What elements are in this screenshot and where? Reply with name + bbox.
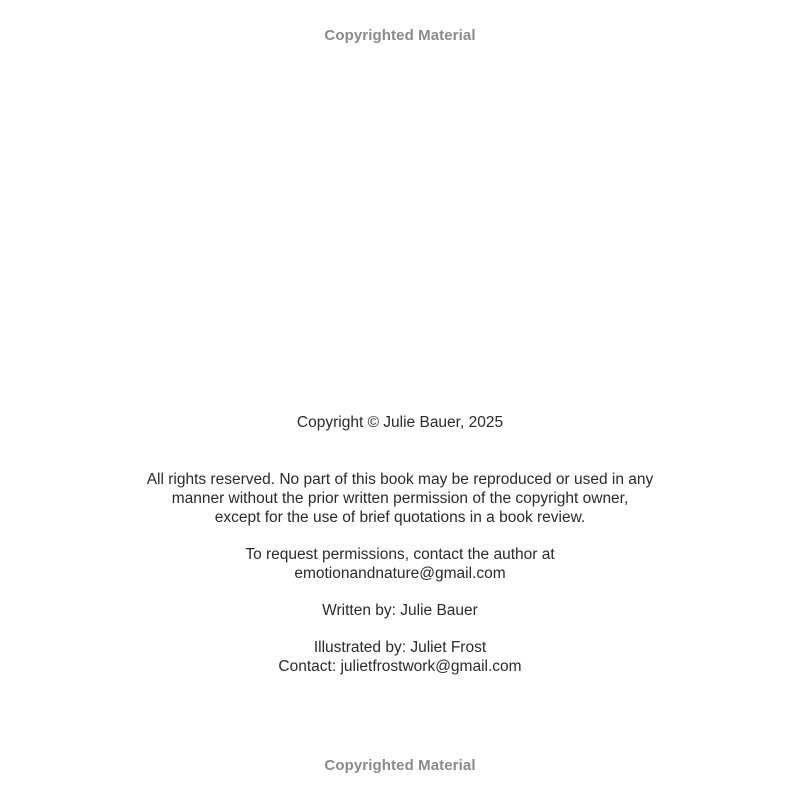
permissions-paragraph (0, 545, 800, 583)
copyright-notice: Copyright © Julie Bauer, 2025 (296, 414, 504, 431)
watermark-top: Copyrighted Material (324, 27, 476, 44)
author-email-link[interactable]: emotionandnature@gmail.com (294, 565, 506, 582)
rights-reserved-paragraph (0, 470, 800, 527)
permissions-line: To request permissions, contact the author at (245, 546, 555, 563)
illustrator-credit: Illustrated by: Juliet Frost (313, 639, 487, 656)
illustrator-contact[interactable]: Contact: julietfrostwork@gmail.com (278, 658, 522, 675)
copyright-page-content (0, 413, 800, 676)
author-credit: Written by: Julie Bauer (322, 602, 478, 619)
rights-line-2: manner without the prior written permission of the copyright owner, (171, 490, 629, 507)
rights-line-3: except for the use of brief quotations in a book review. (214, 509, 586, 526)
illustrator-paragraph (0, 638, 800, 676)
rights-line-1: All rights reserved. No part of this book may be reproduced or used in any (146, 471, 654, 488)
watermark-bottom: Copyrighted Material (324, 757, 476, 774)
